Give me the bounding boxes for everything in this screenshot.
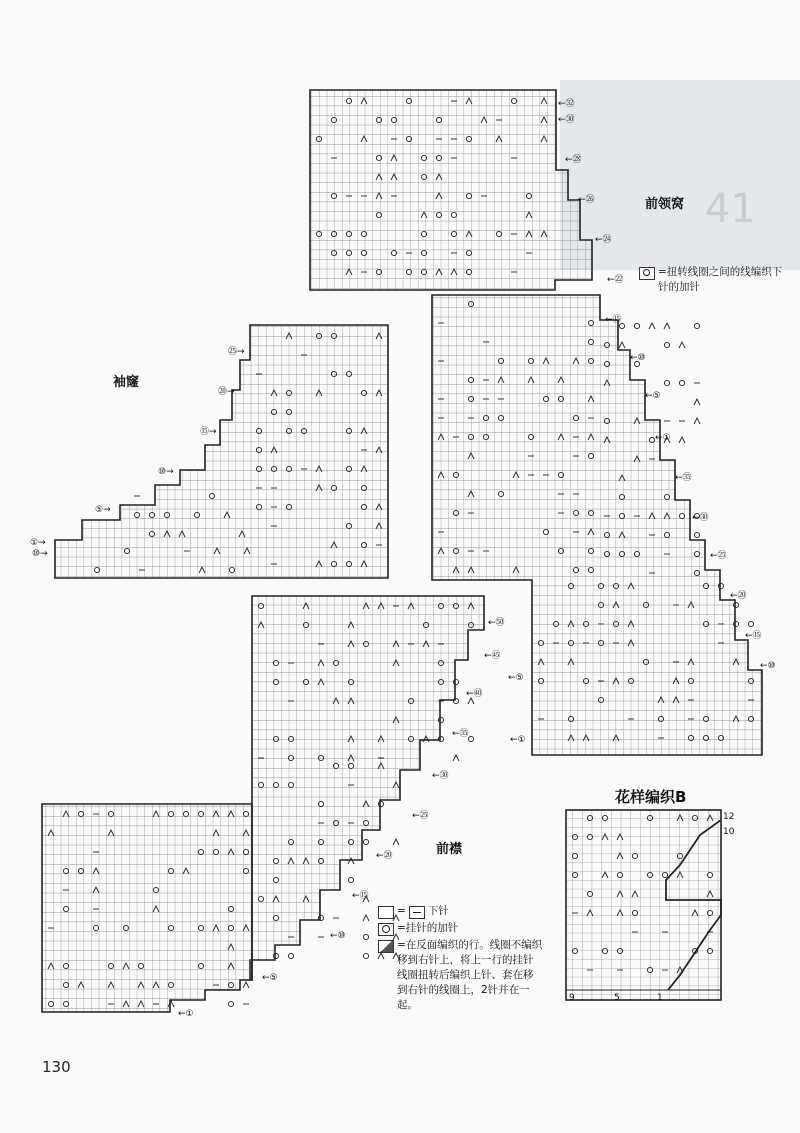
pattern-b-row-10: 10	[723, 827, 735, 837]
neck-row-marker: ←㉒	[607, 275, 624, 285]
front-row-marker: ←⑩	[630, 353, 646, 363]
decrease-mark	[679, 437, 685, 443]
wrong-side-row-icon	[378, 940, 394, 953]
front-row-marker: ←㉕	[710, 551, 727, 561]
armhole-row-marker: ①→	[30, 538, 46, 548]
placket-row-marker: ←⑤	[262, 973, 278, 983]
yarn-over-mark	[363, 839, 368, 844]
page-number: 130	[42, 1058, 71, 1076]
lower-left-chart	[42, 804, 252, 1012]
yarn-over-icon	[378, 923, 394, 936]
decrease-mark	[694, 418, 700, 424]
front-row-marker: ←⑮	[745, 631, 762, 641]
decrease-mark	[393, 839, 399, 845]
placket-row-marker: ←⑩	[330, 931, 346, 941]
armhole-label: 袖窿	[113, 375, 140, 390]
decrease-mark	[619, 342, 625, 348]
front-row-marker: ←⑩	[760, 661, 776, 671]
placket-row-marker: ←㊺	[484, 651, 501, 661]
twist-increase-legend	[639, 265, 789, 297]
placket-row-marker: ←⑳	[376, 851, 393, 861]
neck-row-marker: ←㉘	[565, 155, 582, 165]
neck-row-marker: ←㉔	[595, 235, 612, 245]
pattern-b-col-5: 5	[614, 993, 620, 1003]
knit-equal: =	[397, 905, 406, 917]
decrease-mark	[694, 399, 700, 405]
armhole-row-marker: ⑤→	[95, 505, 111, 515]
pattern-b-row-12: 12	[723, 812, 735, 822]
placket-row-marker: ←㉟	[452, 729, 469, 739]
wrong-side-row-text: =在反面编织的行。线圈不编织移到右针上，将上一行的挂针线圈扭转后编织上针、套在移到右针的线圈上，2针并在一起。	[397, 939, 543, 1011]
decrease-mark	[363, 915, 369, 921]
front-row-marker: ←⑤	[508, 673, 524, 683]
neck-row-marker: ←㉖	[578, 195, 595, 205]
armhole-row-marker: ⑩→	[32, 549, 48, 559]
yarn-over-mark	[288, 953, 293, 958]
front-neckline-label: 前领窝	[645, 197, 685, 212]
neck-row-marker: ←㉚	[558, 115, 575, 125]
neckline-chart	[310, 90, 592, 290]
symbol-legend	[378, 904, 543, 1015]
front-row-marker: ←①	[510, 735, 526, 745]
yarn-over-mark	[679, 380, 684, 385]
decrease-mark	[649, 323, 655, 329]
front-placket-label: 前襟	[436, 842, 463, 857]
armhole-chart	[55, 325, 388, 578]
armhole-row-marker: ㉕→	[228, 347, 245, 357]
front-row-marker: ←⑤	[645, 391, 661, 401]
yarn-over-text: =挂针的加针	[397, 922, 459, 934]
placket-row-marker: ←㊿	[488, 618, 505, 628]
placket-row-marker: ←㉕	[412, 811, 429, 821]
front-row-marker: ←㉚	[692, 513, 709, 523]
pattern-b-col-1: 1	[657, 993, 663, 1003]
yarn-over-mark	[453, 698, 458, 703]
knit-text: 下针	[427, 905, 449, 917]
yarn-over-mark	[348, 877, 353, 882]
placket-row-marker: ←㊵	[466, 689, 483, 699]
yarn-over-mark	[363, 934, 368, 939]
twist-increase-icon	[639, 267, 655, 280]
yarn-over-mark	[694, 532, 699, 537]
yarn-over-mark	[228, 1001, 233, 1006]
knit-stitch-icon	[409, 906, 425, 919]
yarn-over-mark	[664, 380, 669, 385]
yarn-over-mark	[363, 953, 368, 958]
twist-increase-text: =扭转线圈之间的线编织下针的加针	[658, 266, 783, 293]
decrease-mark	[243, 982, 249, 988]
front-row-marker: ←⑮	[605, 315, 622, 325]
yarn-over-mark	[748, 621, 753, 626]
placket-row-marker: ←①	[178, 1009, 194, 1019]
decrease-mark	[679, 342, 685, 348]
armhole-row-marker: ⑳→	[218, 387, 235, 397]
decrease-mark	[664, 323, 670, 329]
pattern-b-label: 花样编织B	[615, 788, 687, 806]
blank-square-icon	[378, 906, 394, 919]
decrease-mark	[453, 755, 459, 761]
armhole-row-marker: ⑮→	[200, 427, 217, 437]
yarn-over-mark	[664, 342, 669, 347]
front-row-marker: ←①	[655, 433, 671, 443]
neck-row-marker: ←㉜	[558, 99, 575, 109]
front-row-marker: ←⑳	[730, 591, 747, 601]
placket-row-marker: ←㉚	[432, 771, 449, 781]
yarn-over-mark	[468, 736, 473, 741]
front-body-chart	[432, 295, 762, 755]
front-row-marker: ←㉟	[675, 473, 692, 483]
placket-row-marker: ←⑮	[352, 891, 369, 901]
armhole-row-marker: ⑩→	[158, 467, 174, 477]
pattern-b-col-9: 9	[569, 993, 575, 1003]
yarn-over-mark	[694, 323, 699, 328]
yarn-over-mark	[634, 323, 639, 328]
side-number: 41	[705, 186, 756, 232]
